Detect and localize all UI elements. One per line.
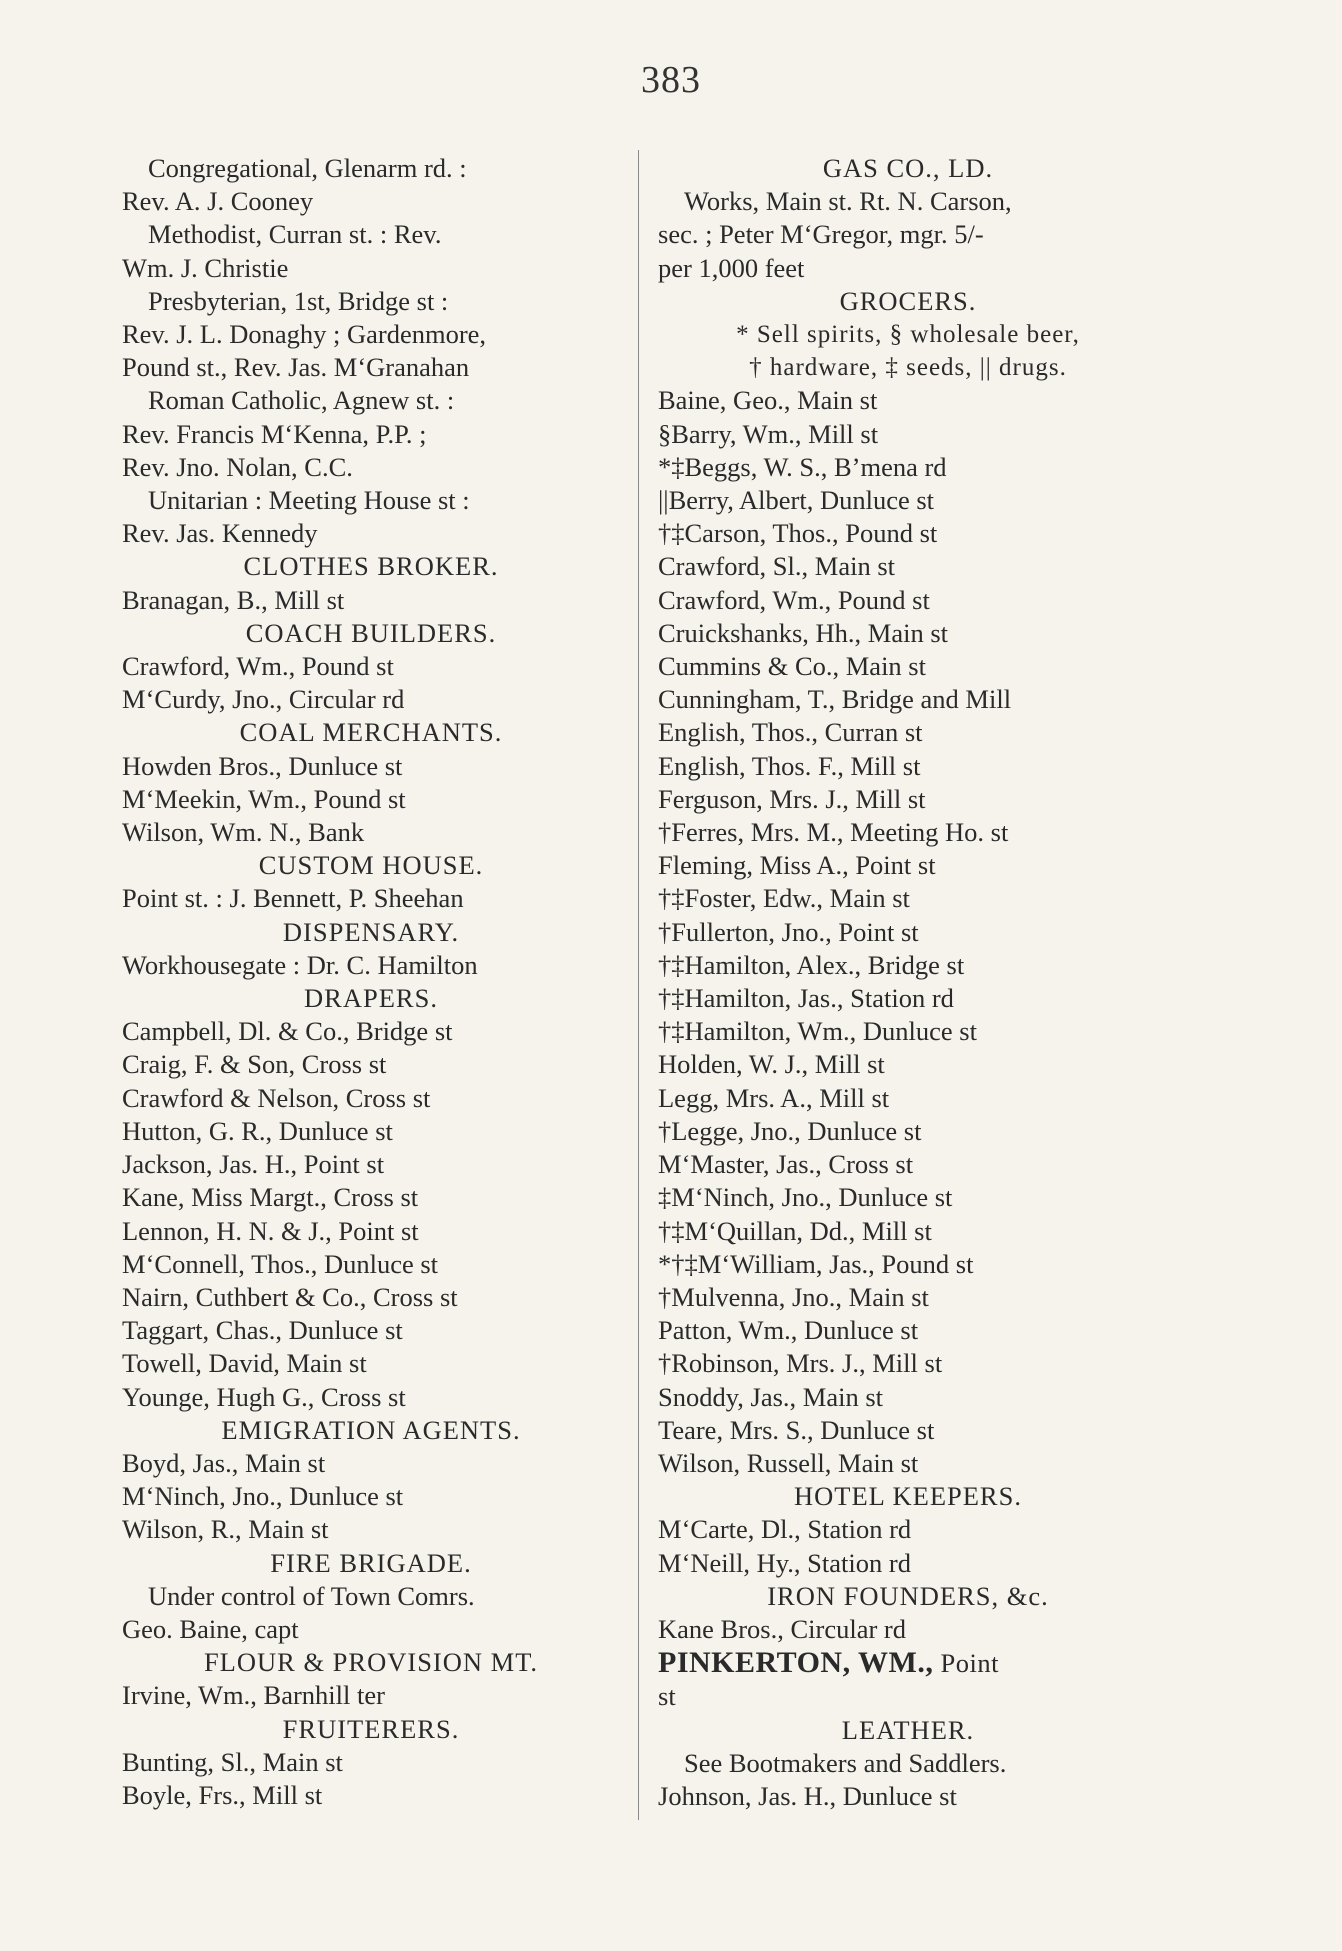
directory-entry [658,1148,1158,1181]
entry-text: Rev. A. J. Cooney [122,186,314,217]
directory-entry [122,318,620,351]
entry-text: †Fullerton, Jno., Point st [658,916,919,947]
entry-text: †Ferres, Mrs. M., Meeting Ho. st [658,817,1009,848]
entry-text: Wilson, Russell, Main st [658,1447,919,1478]
directory-entry [658,1381,1158,1414]
directory-entry [658,1547,1158,1580]
section-heading [658,1580,1158,1613]
directory-entry [658,916,1158,949]
section-heading [658,285,1158,318]
directory-entry [122,1248,620,1281]
directory-entry [658,849,1158,882]
entry-text: †‡Hamilton, Wm., Dunluce st [658,1016,977,1047]
entry-text: Under control of Town Comrs. [148,1580,475,1611]
entry-text: Craig, F. & Son, Cross st [122,1049,387,1080]
entry-text: Patton, Wm., Dunluce st [658,1315,919,1346]
entry-text: per 1,000 feet [658,252,805,283]
directory-entry [122,816,620,849]
directory-entry [122,1480,620,1513]
directory-entry [122,750,620,783]
entry-text: Legg, Mrs. A., Mill st [658,1082,890,1113]
section-heading [122,716,620,749]
entry-text: Towell, David, Main st [122,1348,367,1379]
directory-entry [658,517,1158,550]
entry-text: †‡Hamilton, Jas., Station rd [658,983,954,1014]
entry-text: Kane Bros., Circular rd [658,1613,906,1644]
directory-entry [658,1414,1158,1447]
entry-text: † hardware, ‡ seeds, || drugs. [749,354,1067,382]
entry-text: Johnson, Jas. H., Dunluce st [658,1780,957,1811]
entry-text: Jackson, Jas. H., Point st [122,1149,385,1180]
directory-entry [122,285,620,318]
entry-text: See Bootmakers and Saddlers. [684,1747,1007,1778]
section-heading [658,1714,1158,1747]
section-heading [122,849,620,882]
entry-text: Wilson, Wm. N., Bank [122,817,365,848]
entry-text: Lennon, H. N. & J., Point st [122,1215,419,1246]
entry-text: Congregational, Glenarm rd. : [148,153,467,183]
section-heading [122,982,620,1015]
entry-text: Crawford, Sl., Main st [658,551,896,582]
directory-entry [658,882,1158,915]
entry-text: st [658,1681,676,1712]
section-heading [122,916,620,949]
entry-text: Cunningham, T., Bridge and Mill [658,684,1012,715]
directory-entry [658,1447,1158,1480]
directory-entry [658,1048,1158,1081]
section-heading [122,1646,620,1679]
directory-entry [122,783,620,816]
directory-entry [122,1779,620,1812]
entry-text: GROCERS. [839,285,977,316]
directory-entry [122,1513,620,1546]
entry-text: FRUITERERS. [282,1713,460,1744]
directory-entry [122,1281,620,1314]
section-heading [658,318,1158,351]
entry-text: Presbyterian, 1st, Bridge st : [148,285,449,316]
entry-text: HOTEL KEEPERS. [794,1481,1022,1512]
entry-text: DISPENSARY. [282,916,460,947]
entry-text: *‡Beggs, W. S., B’mena rd [658,451,947,482]
directory-entry [658,451,1158,484]
entry-text: * Sell spirits, § wholesale beer, [736,321,1080,349]
directory-entry [122,1314,620,1347]
entry-text: Geo. Baine, capt [122,1613,299,1644]
directory-entry [658,683,1158,716]
entry-text: Snoddy, Jas., Main st [658,1381,884,1412]
entry-text: Wilson, R., Main st [122,1514,329,1545]
entry-text: Boyle, Frs., Mill st [122,1779,323,1810]
directory-entry [658,1646,1158,1680]
entry-text: †‡M‘Quillan, Dd., Mill st [658,1215,932,1246]
directory-entry [122,351,620,384]
entry-text: §Barry, Wm., Mill st [658,418,879,449]
entry-text: Bunting, Sl., Main st [122,1746,343,1777]
directory-entry [658,1680,1158,1713]
directory-entry [122,152,620,185]
section-heading [122,617,620,650]
directory-entry [658,1248,1158,1281]
directory-entry [658,418,1158,451]
directory-entry [658,949,1158,982]
column-divider [638,150,639,1820]
directory-entry [122,1181,620,1214]
directory-entry [122,218,620,251]
directory-entry [658,716,1158,749]
directory-entry [658,1780,1158,1813]
directory-entry [658,1314,1158,1347]
directory-entry [658,1747,1158,1780]
entry-text: †‡Carson, Thos., Pound st [658,518,938,549]
entry-text: †Mulvenna, Jno., Main st [658,1281,929,1312]
directory-entry [122,584,620,617]
directory-entry [658,550,1158,583]
entry-text: Roman Catholic, Agnew st. : [148,385,455,416]
entry-text: Methodist, Curran st. : Rev. [148,219,442,250]
directory-entry [122,1347,620,1380]
directory-entry [122,484,620,517]
entry-text: PINKERTON, WM., [658,1646,934,1680]
entry-text: †Legge, Jno., Dunluce st [658,1115,922,1146]
entry-text: Fleming, Miss A., Point st [658,850,936,881]
directory-entry [122,517,620,550]
directory-entry [658,816,1158,849]
entry-text: Holden, W. J., Mill st [658,1049,885,1080]
entry-text: Crawford & Nelson, Cross st [122,1082,431,1113]
entry-text: sec. ; Peter M‘Gregor, mgr. 5/- [658,219,984,250]
entry-text: Unitarian : Meeting House st : [148,485,470,516]
entry-text: English, Thos., Curran st [658,717,923,748]
directory-entry [122,1015,620,1048]
entry-text: †‡Hamilton, Alex., Bridge st [658,949,965,980]
entry-text: Campbell, Dl. & Co., Bridge st [122,1016,453,1047]
entry-text: IRON FOUNDERS, &c. [767,1580,1049,1611]
entry-text: CUSTOM HOUSE. [258,850,484,881]
left-column [122,152,620,1812]
entry-text: †‡Foster, Edw., Main st [658,883,910,914]
directory-entry [658,783,1158,816]
entry-text: Nairn, Cuthbert & Co., Cross st [122,1281,458,1312]
entry-text: ‡M‘Ninch, Jno., Dunluce st [658,1182,953,1213]
entry-text: M‘Curdy, Jno., Circular rd [122,684,405,715]
entry-text: English, Thos. F., Mill st [658,750,921,781]
entry-text: Rev. J. L. Donaghy ; Gardenmore, [122,319,487,350]
entry-text: LEATHER. [841,1714,975,1745]
directory-entry [122,1746,620,1779]
entry-text: Kane, Miss Margt., Cross st [122,1182,419,1213]
entry-text: M‘Meekin, Wm., Pound st [122,783,406,814]
section-heading [122,1414,620,1447]
entry-text: *†‡M‘William, Jas., Pound st [658,1248,974,1279]
right-column [658,152,1158,1813]
entry-text: †Robinson, Mrs. J., Mill st [658,1348,943,1379]
entry-text: Crawford, Wm., Pound st [122,651,394,682]
directory-entry [658,1082,1158,1115]
entry-text: M‘Connell, Thos., Dunluce st [122,1248,439,1279]
entry-text: Baine, Geo., Main st [658,385,878,416]
directory-entry [122,1613,620,1646]
directory-entry [122,418,620,451]
entry-text: Branagan, B., Mill st [122,584,345,615]
directory-entry [658,1347,1158,1380]
directory-entry [122,1115,620,1148]
entry-text: M‘Master, Jas., Cross st [658,1149,914,1180]
directory-entry [658,650,1158,683]
entry-text: FIRE BRIGADE. [270,1547,472,1578]
section-heading [122,1713,620,1746]
entry-text: Hutton, G. R., Dunluce st [122,1115,393,1146]
entry-text: Ferguson, Mrs. J., Mill st [658,783,926,814]
directory-entry [122,683,620,716]
directory-entry [658,1613,1158,1646]
directory-entry [658,1513,1158,1546]
directory-entry [658,1215,1158,1248]
directory-entry [658,1015,1158,1048]
directory-entry [122,252,620,285]
entry-text: Younge, Hugh G., Cross st [122,1381,406,1412]
entry-text: Taggart, Chas., Dunluce st [122,1315,403,1346]
section-heading [122,550,620,583]
directory-entry [122,1048,620,1081]
entry-text: Works, Main st. Rt. N. Carson, [684,186,1012,217]
directory-entry [658,584,1158,617]
directory-entry [658,1281,1158,1314]
directory-entry [122,451,620,484]
entry-text: Workhousegate : Dr. C. Hamilton [122,949,478,980]
directory-entry [658,484,1158,517]
entry-text: COAL MERCHANTS. [239,717,503,748]
directory-entry [658,384,1158,417]
directory-entry [658,252,1158,285]
entry-text: Cruickshanks, Hh., Main st [658,617,949,648]
entry-text: Irvine, Wm., Barnhill ter [122,1680,385,1711]
entry-text: Wm. J. Christie [122,252,289,283]
directory-entry [122,882,620,915]
directory-entry [658,185,1158,218]
entry-text: Crawford, Wm., Pound st [658,584,930,615]
directory-entry [122,1381,620,1414]
directory-entry [658,617,1158,650]
directory-entry [122,1679,620,1712]
entry-text: Pound st., Rev. Jas. M‘Granahan [122,352,470,383]
directory-entry [122,185,620,218]
directory-entry [658,218,1158,251]
directory-entry [658,1181,1158,1214]
directory-entry [122,949,620,982]
section-heading [122,1547,620,1580]
entry-text: FLOUR & PROVISION MT. [203,1647,539,1678]
section-heading [658,152,1158,185]
entry-text: Howden Bros., Dunluce st [122,750,403,781]
entry-text: Rev. Francis M‘Kenna, P.P. ; [122,418,427,449]
directory-entry [122,1580,620,1613]
directory-entry [122,1215,620,1248]
directory-entry [122,650,620,683]
page-number: 383 [641,59,701,101]
directory-entry [658,982,1158,1015]
entry-text: CLOTHES BROKER. [243,551,499,582]
directory-entry [658,1115,1158,1148]
entry-text: ||Berry, Albert, Dunluce st [658,485,935,516]
entry-text: GAS CO., LD. [822,153,994,183]
directory-entry [122,384,620,417]
entry-text: Teare, Mrs. S., Dunluce st [658,1414,935,1445]
entry-text: Boyd, Jas., Main st [122,1447,326,1478]
entry-text: Rev. Jno. Nolan, C.C. [122,451,353,482]
directory-entry [122,1148,620,1181]
section-heading [658,1480,1158,1513]
entry-text: M‘Ninch, Jno., Dunluce st [122,1481,404,1512]
directory-entry [658,750,1158,783]
directory-entry [122,1082,620,1115]
entry-text: M‘Neill, Hy., Station rd [658,1547,911,1578]
entry-text: Point st. : J. Bennett, P. Sheehan [122,883,464,914]
entry-text: DRAPERS. [304,983,438,1014]
directory-entry [122,1447,620,1480]
entry-text: COACH BUILDERS. [245,617,497,648]
entry-text: Rev. Jas. Kennedy [122,518,318,549]
entry-text: M‘Carte, Dl., Station rd [658,1514,912,1545]
entry-text: EMIGRATION AGENTS. [221,1414,521,1445]
entry-text: Cummins & Co., Main st [658,651,926,682]
entry-text-rest: Point [933,1648,999,1679]
section-heading [658,351,1158,384]
